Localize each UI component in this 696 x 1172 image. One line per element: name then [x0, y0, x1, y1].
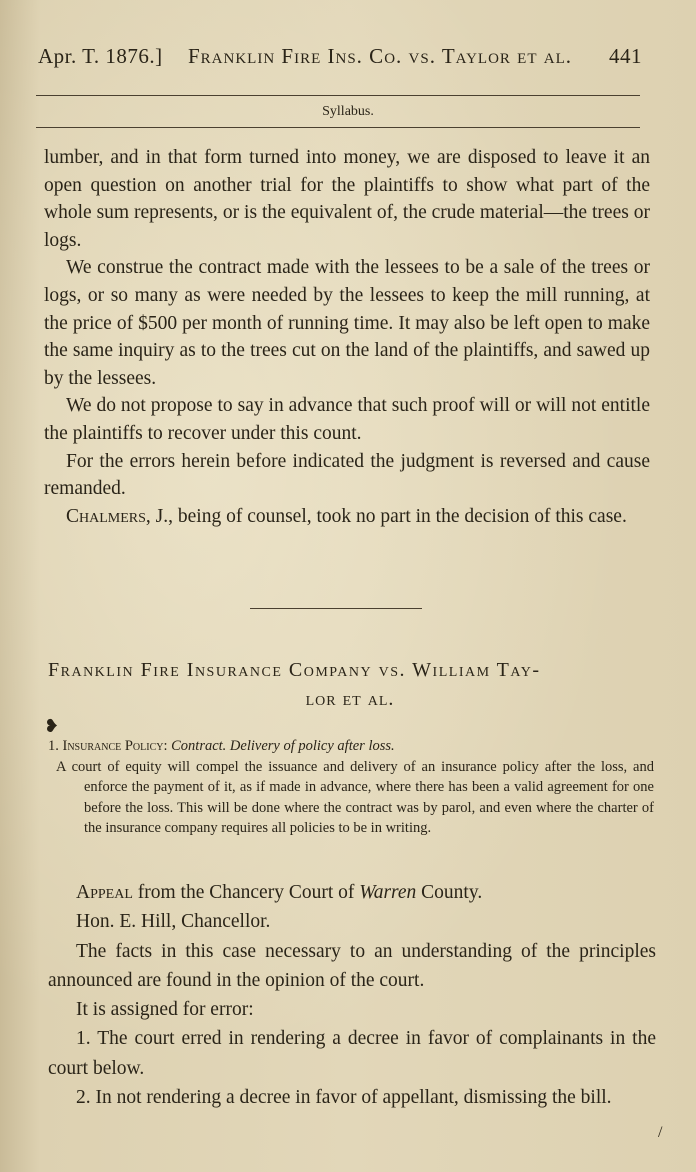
- margin-mark-icon: /: [658, 1124, 663, 1141]
- paragraph-judgment: For the errors herein before indicated the judgment is reversed and cause remanded.: [44, 450, 650, 500]
- recusal-text: being of counsel, took no part in the decision of this case.: [173, 505, 627, 527]
- appeal-word: Appeal: [76, 882, 133, 903]
- headnote-text: A court of equity will compel the issuance and delivery of an insurance policy after the loss, and enforce the payment of it, as if made in advance, where there has been a valid agreement for one before the loss. This will be done where the contract was by parol, and even where the charter of the insurance company requires all policies to be in writing.: [56, 758, 654, 836]
- county-word: County.: [416, 882, 483, 903]
- paragraph-proof: We do not propose to say in advance that such proof will or will not entitle the plaintiffs to recover under this count.: [44, 395, 650, 444]
- appeal-line: [48, 878, 656, 907]
- headnote-topic: Insurance Policy:: [62, 738, 168, 754]
- paragraph-recusal: [44, 503, 650, 531]
- appeal-from: from the Chancery Court of: [132, 882, 360, 903]
- headnote: [48, 736, 654, 839]
- page-number: 441: [609, 44, 642, 68]
- header-rule-top: [36, 95, 640, 96]
- error-1: 1. The court erred in rendering a decree in favor of complainants in the court below.: [48, 1028, 656, 1079]
- pointing-mark-icon: ❥: [44, 716, 60, 736]
- paragraph-contract: We construe the contract made with the lessees to be a sale of the trees or logs, or so many as were needed by the lessees to keep the mill running, at the price of $500 per month of running time. It may also be left open to make the same inquiry as to the trees cut on the land of the plaintiffs, and sawed up by the lessees.: [44, 257, 650, 389]
- term-date: Apr. T. 1876.]: [38, 44, 163, 68]
- appeal-section: [48, 878, 656, 1112]
- error-2: 2. In not rendering a decree in favor of appellant, dismissing the bill.: [76, 1087, 612, 1109]
- section-label: Syllabus.: [322, 104, 374, 119]
- running-title: Franklin Fire Ins. Co. vs. Taylor et al.: [188, 44, 573, 68]
- justice-name: Chalmers, J.,: [66, 505, 173, 527]
- paragraph-continued: lumber, and in that form turned into money, we are disposed to leave it an open question on another trial for the plaintiffs to show what part of the whole sum represents, or is the equivalent of, the crude material—the trees or logs.: [44, 147, 650, 251]
- headnote-heading: [48, 736, 654, 757]
- headnote-number: 1.: [48, 738, 59, 754]
- header-rule-bottom: [36, 127, 640, 128]
- assignment-intro: It is assigned for error:: [76, 999, 254, 1021]
- opinion-text: [44, 144, 650, 530]
- case-title-line-2: lor et al.: [305, 688, 395, 710]
- case-title: [48, 656, 652, 714]
- judge-line: Hon. E. Hill, Chancellor.: [76, 911, 271, 933]
- county-name: Warren: [359, 882, 417, 903]
- case-separator-rule: [250, 608, 422, 609]
- case-title-line-1: Franklin Fire Insurance Company vs. William Tay-: [48, 659, 541, 681]
- facts-paragraph: The facts in this case necessary to an understanding of the principles announced are found in the opinion of the court.: [48, 940, 656, 991]
- headnote-subtopic: Contract. Delivery of policy after loss.: [171, 738, 395, 754]
